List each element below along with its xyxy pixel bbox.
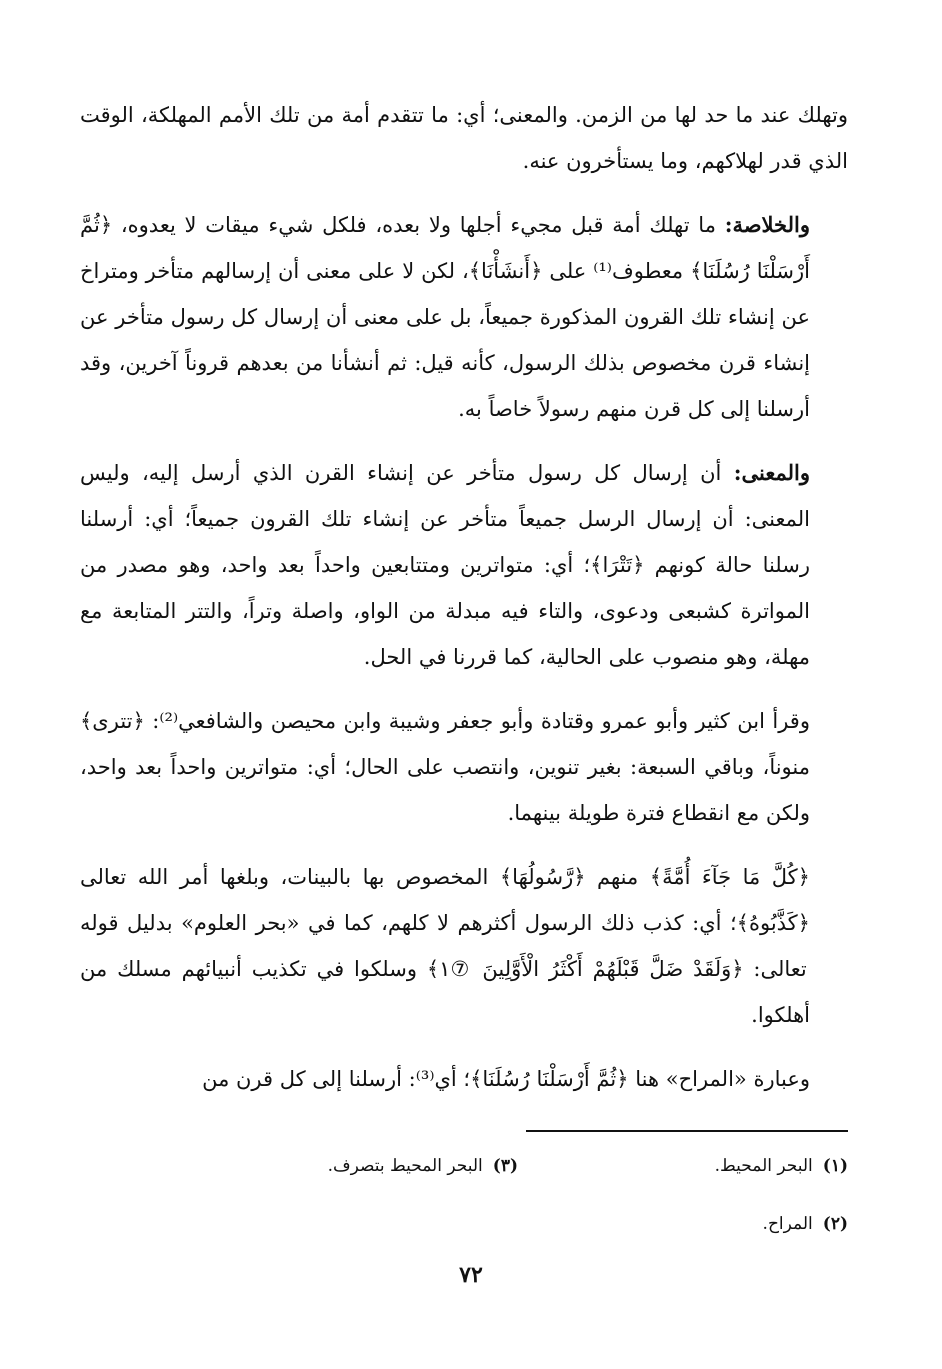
paragraph-text: وتهلك عند ما حد لها من الزمن. والمعنى؛ أي: ما تتقدم أمة من تلك الأمم المهلكة، الوقت الذي قدر لهلاكهم، وما يستأخرون عنه. — [80, 103, 848, 173]
footnote-number: (١) — [822, 1156, 848, 1176]
paragraph — [80, 92, 848, 184]
paragraph-text: ما تهلك أمة قبل مجيء أجلها ولا بعده، فلكل شيء ميقات لا يعدوه، ﴿ثُمَّ أَرْسَلْنَا رُسُلَنَا﴾ معطوف⁽¹⁾ على ﴿أَنشَأْنَا﴾، لكن لا على معنى أن إرسالهم متأخر ومتراخ عن إنشاء تلك القرون المذكورة جميعاً، بل على معنى أن إرسال كل رسول متأخر عن إنشاء قرن مخصوص بذلك الرسول، كأنه قيل: ثم أنشأنا من بعدهم قروناً آخرين، وقد أرسلنا إلى كل قرن منهم رسولاً خاصاً به. — [80, 213, 810, 421]
paragraph-text: وقرأ ابن كثير وأبو عمرو وقتادة وأبو جعفر وشيبة وابن محيصن والشافعي⁽²⁾: ﴿تترى﴾ منوناً، وباقي السبعة: بغير تنوين، وانتصب على الحال؛ أي: متواترين واحداً بعد واحد، ولكن مع انقطاع فترة طويلة بينهما. — [80, 709, 810, 825]
paragraph-text: ﴿كُلَّ مَا جَآءَ أُمَّةً﴾ منهم ﴿رَّسُولُهَا﴾ المخصوص بها بالبينات، وبلغها أمر الله تعالى ﴿كَذَّبُوهُ﴾؛ أي: كذب ذلك الرسول أكثرهم لا كلهم، كما في «بحر العلوم» بدليل قوله تعالى: ﴿وَلَقَدْ ضَلَّ قَبْلَهُمْ أَكْثَرُ الْأَوَّلِينَ ⑦١﴾ وسلكوا في تكذيب أنبيائهم مسلك من أهلكوا. — [80, 865, 810, 1027]
paragraph — [80, 854, 848, 1038]
footnote-number: (٢) — [822, 1214, 848, 1234]
footnote-text: المراح. — [762, 1214, 813, 1234]
main-text — [80, 92, 848, 1102]
footnote-text: البحر المحيط. — [714, 1156, 813, 1176]
footnote — [518, 1206, 848, 1242]
paragraph — [80, 450, 848, 680]
paragraph — [80, 1056, 848, 1102]
paragraph — [80, 698, 848, 836]
paragraph-text: وعبارة «المراح» هنا ﴿ثُمَّ أَرْسَلْنَا رُسُلَنَا﴾؛ أي⁽³⁾: أرسلنا إلى كل قرن من — [202, 1067, 810, 1091]
paragraph-lead: والخلاصة: — [724, 212, 810, 237]
footnote — [518, 1148, 848, 1184]
footnotes — [80, 1148, 848, 1242]
footnote-text: البحر المحيط بتصرف. — [327, 1156, 483, 1176]
paragraph — [80, 202, 848, 432]
footnote-divider — [526, 1130, 848, 1132]
paragraph-text: أن إرسال كل رسول متأخر عن إنشاء القرن الذي أرسل إليه، وليس المعنى: أن إرسال الرسل جميعاً متأخر عن إنشاء تلك القرون جميعاً؛ أي: أرسلنا رسلنا حالة كونهم ﴿تَتْرَا﴾؛ أي: متواترين ومتتابعين واحداً بعد واحد، وهو مصدر من المواترة كشبعى ودعوى، والتاء فيه مبدلة من الواو، واصلة وتراً، والتتر المتابعة مع مهلة، وهو منصوب على الحالية، كما قررنا في الحل. — [80, 461, 810, 669]
footnote — [188, 1148, 518, 1184]
footnote-number: (٣) — [492, 1156, 518, 1176]
paragraph-lead: والمعنى: — [733, 460, 810, 485]
page-number: ٧٢ — [459, 1262, 483, 1288]
